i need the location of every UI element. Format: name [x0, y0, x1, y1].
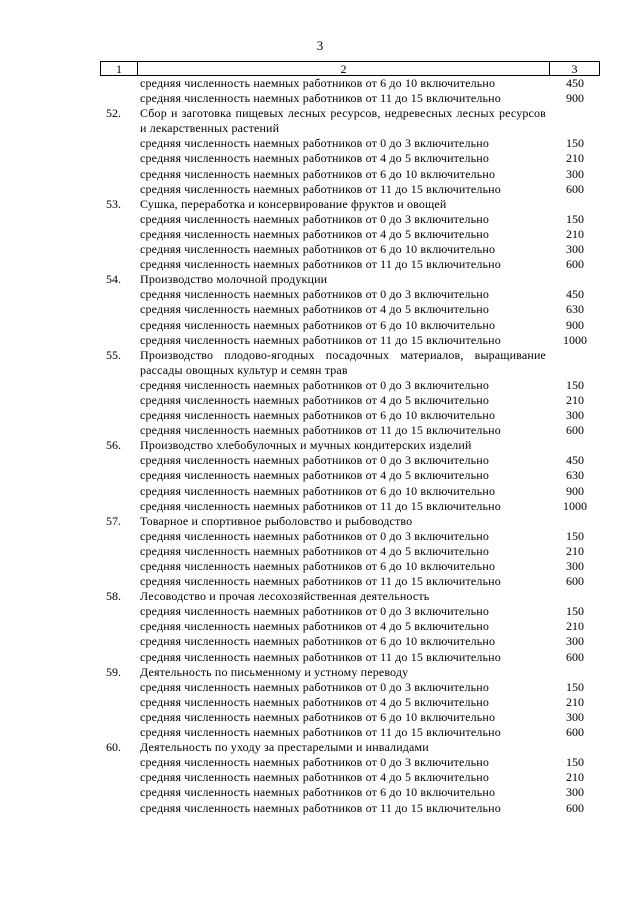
table-row	[100, 544, 600, 559]
rate-value: 300	[566, 709, 584, 724]
row-number	[100, 710, 138, 725]
row-number	[100, 484, 138, 499]
rate-value: 210	[566, 392, 584, 407]
table-row	[100, 257, 600, 272]
rate-value: 900	[566, 91, 584, 106]
employee-range: средняя численность наемных работников от 11 до 15 включительно	[140, 181, 501, 196]
section-heading-row	[100, 438, 600, 453]
rate-value: 300	[566, 559, 584, 573]
row-number	[100, 76, 138, 91]
row-number	[100, 695, 138, 710]
employee-range: средняя численность наемных работников от 11 до 15 включительно	[140, 257, 501, 272]
rate-value: 600	[566, 257, 584, 272]
rate-value: 450	[566, 287, 584, 302]
table-row	[100, 453, 600, 468]
section-heading-row	[100, 665, 600, 680]
table-row	[100, 604, 600, 619]
table-row	[100, 725, 600, 740]
rate-value: 210	[566, 151, 584, 166]
table-row	[100, 770, 600, 785]
rate-value	[550, 272, 600, 287]
table-row	[100, 242, 600, 257]
employee-range: средняя численность наемных работников от 11 до 15 включительно	[140, 649, 501, 664]
page-number: 3	[316, 38, 324, 53]
row-number: 57.	[106, 513, 121, 528]
rate-value: 210	[566, 770, 584, 785]
table-row	[100, 710, 600, 725]
column-header-2: 2	[138, 61, 550, 76]
table-row	[100, 182, 600, 197]
employee-range: средняя численность наемных работников от 6 до 10 включительно	[140, 242, 496, 257]
employee-range: средняя численность наемных работников от 11 до 15 включительно	[140, 423, 501, 438]
employee-range: средняя численность наемных работников от 11 до 15 включительно	[140, 332, 501, 347]
section-heading-row	[100, 514, 600, 529]
rate-value: 210	[566, 694, 584, 709]
rate-value: 150	[566, 211, 584, 226]
row-number	[100, 559, 138, 574]
employee-range: средняя численность наемных работников от 6 до 10 включительно	[140, 709, 496, 724]
rate-value: 150	[566, 679, 584, 694]
rate-value: 600	[566, 423, 584, 438]
rate-value: 300	[566, 242, 584, 257]
employee-range: средняя численность наемных работников от 4 до 5 включительно	[140, 694, 489, 709]
table-row	[100, 302, 600, 317]
column-header-1: 1	[100, 61, 138, 76]
table-row	[100, 680, 600, 695]
table-row	[100, 484, 600, 499]
employee-range: средняя численность наемных работников от 0 до 3 включительно	[140, 604, 489, 619]
employee-range: средняя численность наемных работников от 4 до 5 включительно	[140, 392, 489, 407]
table-row	[100, 529, 600, 544]
employee-range: средняя численность наемных работников от 0 до 3 включительно	[140, 211, 489, 226]
rate-value: 150	[566, 604, 584, 619]
table-row	[100, 378, 600, 393]
activity-name: Товарное и спортивное рыболовство и рыбоводство	[140, 513, 413, 528]
employee-range: средняя численность наемных работников от 6 до 10 включительно	[140, 408, 496, 423]
rate-value	[550, 589, 600, 604]
rate-value: 900	[566, 483, 584, 498]
row-number	[100, 167, 138, 182]
row-number	[100, 287, 138, 302]
employee-range: средняя численность наемных работников от 11 до 15 включительно	[140, 498, 501, 513]
row-number	[100, 302, 138, 317]
employee-range: средняя численность наемных работников от 0 до 3 включительно	[140, 287, 489, 302]
row-number	[100, 423, 138, 438]
employee-range: средняя численность наемных работников от 11 до 15 включительно	[140, 574, 501, 589]
activity-name: Сбор и заготовка пищевых лесных ресурсов, недревесных лесных ресурсов и лекарственных растений	[140, 106, 546, 136]
row-number	[100, 725, 138, 740]
table-row	[100, 136, 600, 151]
row-number: 55.	[106, 347, 121, 362]
column-header-3: 3	[550, 61, 600, 76]
rate-value: 900	[566, 317, 584, 332]
row-number	[100, 242, 138, 257]
rate-value	[550, 740, 600, 755]
row-number	[100, 574, 138, 589]
section-heading-row	[100, 589, 600, 604]
employee-range: средняя численность наемных работников от 6 до 10 включительно	[140, 483, 496, 498]
rate-value	[550, 438, 600, 453]
employee-range: средняя численность наемных работников от 4 до 5 включительно	[140, 619, 489, 634]
activity-name: Производство молочной продукции	[140, 272, 328, 287]
employee-range: средняя численность наемных работников от 11 до 15 включительно	[140, 725, 501, 740]
employee-range: средняя численность наемных работников от 4 до 5 включительно	[140, 226, 489, 241]
row-number: 58.	[106, 589, 121, 604]
employee-range: средняя численность наемных работников от 0 до 3 включительно	[140, 377, 489, 392]
table-row	[100, 408, 600, 423]
row-number	[100, 136, 138, 151]
row-number	[100, 318, 138, 333]
rate-value: 600	[566, 574, 584, 589]
employee-range: средняя численность наемных работников от 6 до 10 включительно	[140, 76, 496, 90]
rate-value: 630	[566, 468, 584, 483]
rate-value: 300	[566, 166, 584, 181]
rate-value	[550, 348, 600, 378]
employee-range: средняя численность наемных работников от 6 до 10 включительно	[140, 166, 496, 181]
table-row	[100, 91, 600, 106]
rate-value: 600	[566, 800, 584, 815]
row-number	[100, 680, 138, 695]
rate-value: 210	[566, 543, 584, 558]
section-heading-row	[100, 197, 600, 212]
rate-value: 300	[566, 408, 584, 423]
row-number: 60.	[106, 740, 121, 755]
row-number: 54.	[106, 272, 121, 287]
row-number	[100, 770, 138, 785]
table-row	[100, 167, 600, 182]
row-number	[100, 755, 138, 770]
employee-range: средняя численность наемных работников от 4 до 5 включительно	[140, 468, 489, 483]
row-number	[100, 529, 138, 544]
row-number	[100, 151, 138, 166]
table-row	[100, 574, 600, 589]
employee-range: средняя численность наемных работников от 0 до 3 включительно	[140, 679, 489, 694]
table-row	[100, 695, 600, 710]
table-row	[100, 755, 600, 770]
row-number	[100, 182, 138, 197]
activity-name: Деятельность по уходу за престарелыми и инвалидами	[140, 740, 429, 755]
table-body	[100, 76, 600, 816]
row-number: 56.	[106, 438, 121, 453]
row-number	[100, 801, 138, 816]
activity-name: Производство хлебобулочных и мучных кондитерских изделий	[140, 438, 472, 453]
table-row	[100, 318, 600, 333]
rate-value: 600	[566, 725, 584, 740]
row-number	[100, 453, 138, 468]
table-row	[100, 227, 600, 242]
table-row	[100, 785, 600, 800]
employee-range: средняя численность наемных работников от 0 до 3 включительно	[140, 755, 489, 770]
table-row	[100, 468, 600, 483]
table-row	[100, 151, 600, 166]
table-row	[100, 287, 600, 302]
employee-range: средняя численность наемных работников от 4 до 5 включительно	[140, 151, 489, 166]
rate-value: 450	[566, 453, 584, 468]
table-row	[100, 212, 600, 227]
row-number	[100, 619, 138, 634]
table-row	[100, 393, 600, 408]
row-number	[100, 468, 138, 483]
row-number	[100, 333, 138, 348]
section-heading-row	[100, 106, 600, 136]
rate-value: 300	[566, 634, 584, 649]
row-number	[100, 257, 138, 272]
rate-value: 300	[566, 785, 584, 800]
rate-value: 600	[566, 649, 584, 664]
rate-value: 600	[566, 181, 584, 196]
employee-range: средняя численность наемных работников от 0 до 3 включительно	[140, 453, 489, 468]
rate-value: 150	[566, 136, 584, 151]
row-number	[100, 378, 138, 393]
row-number	[100, 393, 138, 408]
activity-name: Сушка, переработка и консервирование фруктов и овощей	[140, 196, 447, 211]
rate-value: 150	[566, 377, 584, 392]
row-number	[100, 408, 138, 423]
activity-name: Деятельность по письменному и устному переводу	[140, 664, 409, 679]
employee-range: средняя численность наемных работников от 6 до 10 включительно	[140, 559, 496, 573]
rate-value: 210	[566, 619, 584, 634]
employee-range: средняя численность наемных работников от 4 до 5 включительно	[140, 543, 489, 558]
activity-name: Производство плодово-ягодных посадочных материалов, выращивание рассады овощных культур и семян трав	[140, 347, 546, 377]
row-number	[100, 785, 138, 800]
employee-range: средняя численность наемных работников от 0 до 3 включительно	[140, 528, 489, 543]
table-row	[100, 559, 600, 574]
table-row	[100, 333, 600, 348]
employee-range: средняя численность наемных работников от 0 до 3 включительно	[140, 136, 489, 151]
row-number	[100, 91, 138, 106]
employee-range: средняя численность наемных работников от 11 до 15 включительно	[140, 91, 501, 106]
row-number: 59.	[106, 664, 121, 679]
rate-value	[550, 514, 600, 529]
employee-range: средняя численность наемных работников от 6 до 10 включительно	[140, 634, 496, 649]
table-row	[100, 423, 600, 438]
row-number	[100, 227, 138, 242]
employee-range: средняя численность наемных работников от 4 до 5 включительно	[140, 770, 489, 785]
employee-range: средняя численность наемных работников от 6 до 10 включительно	[140, 785, 496, 800]
table-header	[100, 61, 600, 76]
employee-range: средняя численность наемных работников от 11 до 15 включительно	[140, 800, 501, 815]
section-heading-row	[100, 272, 600, 287]
row-number	[100, 499, 138, 514]
rate-value	[550, 106, 600, 136]
table-row	[100, 499, 600, 514]
rate-value: 630	[566, 302, 584, 317]
rate-value: 150	[566, 755, 584, 770]
employee-range: средняя численность наемных работников от 4 до 5 включительно	[140, 302, 489, 317]
row-number	[100, 650, 138, 665]
table-row	[100, 650, 600, 665]
row-number	[100, 544, 138, 559]
table-row	[100, 76, 600, 91]
row-number: 52.	[106, 106, 121, 121]
table-row	[100, 634, 600, 649]
table-row	[100, 801, 600, 816]
section-heading-row	[100, 740, 600, 755]
rate-value: 210	[566, 226, 584, 241]
rate-value: 450	[566, 76, 584, 90]
rate-value	[550, 665, 600, 680]
activity-name: Лесоводство и прочая лесохозяйственная деятельность	[140, 589, 430, 604]
row-number: 53.	[106, 196, 121, 211]
row-number	[100, 604, 138, 619]
section-heading-row	[100, 348, 600, 378]
employee-range: средняя численность наемных работников от 6 до 10 включительно	[140, 317, 496, 332]
rate-value	[550, 197, 600, 212]
rate-value: 1000	[563, 498, 587, 513]
row-number	[100, 634, 138, 649]
row-number	[100, 212, 138, 227]
rate-value: 1000	[563, 332, 587, 347]
rate-value: 150	[566, 528, 584, 543]
table-row	[100, 619, 600, 634]
